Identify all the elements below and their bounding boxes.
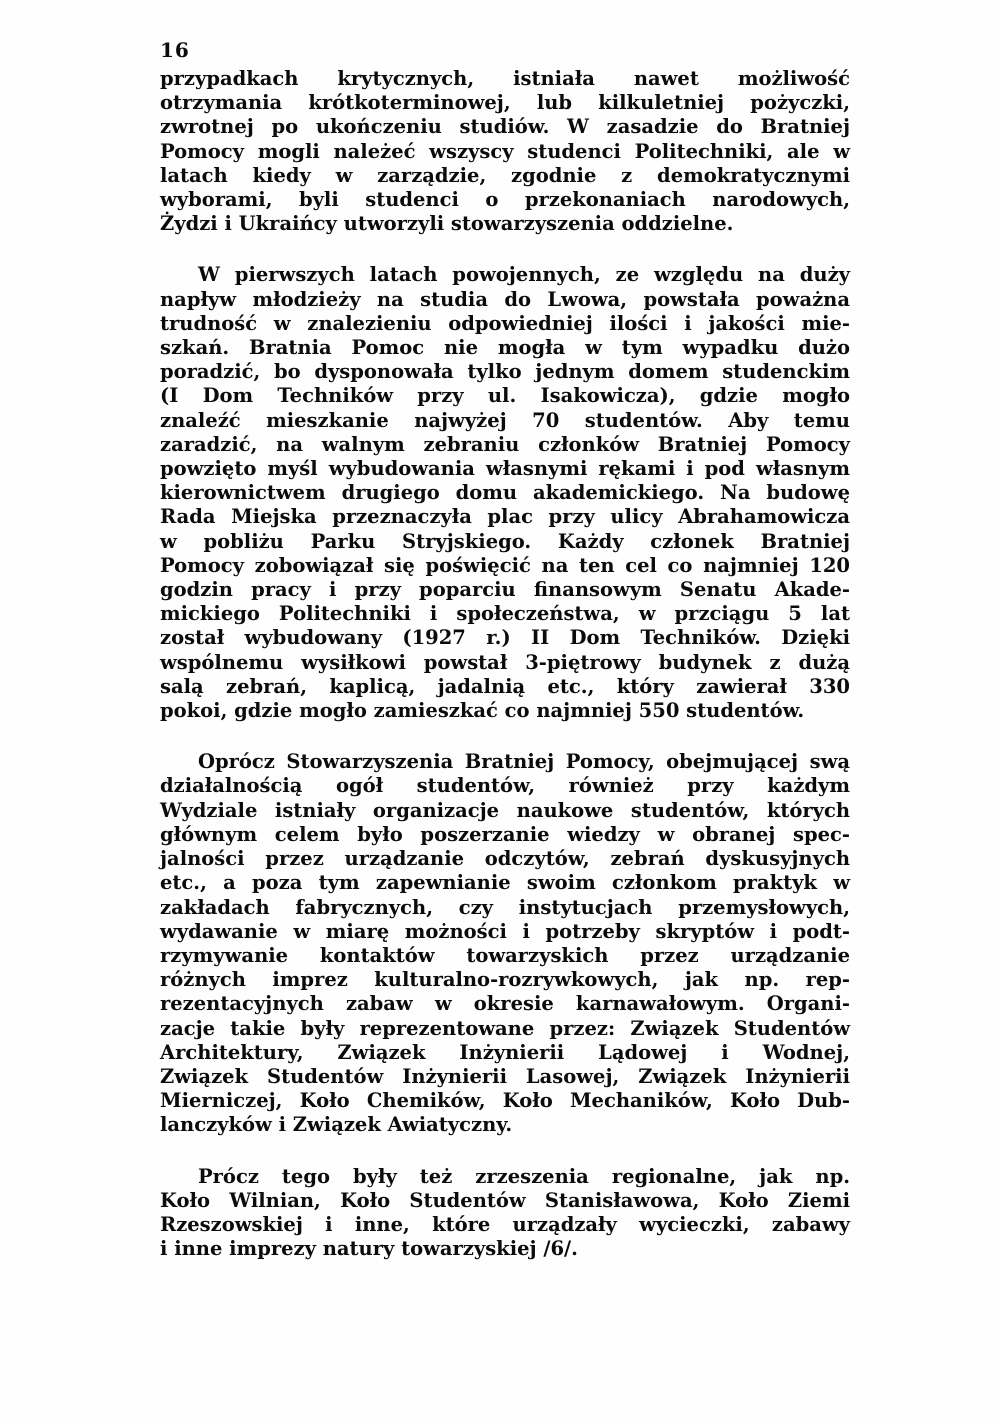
text-line: Rzeszowskiej i inne, które urządzały wycieczki, zabawy [160, 1212, 850, 1236]
paragraph-4 [160, 1165, 850, 1262]
text-line: wydawanie w miarę możności i potrzeby skryptów i podt- [160, 919, 850, 943]
text-line: Związek Studentów Inżynierii Lasowej, Związek Inżynierii [160, 1064, 850, 1088]
text-line: różnych imprez kulturalno-rozrywkowych, jak np. rep- [160, 968, 850, 992]
text-line: rzymywanie kontaktów towarzyskich przez urządzanie [160, 943, 850, 967]
text-line: znaleźć mieszkanie najwyżej 70 studentów. Aby temu [160, 408, 850, 432]
text-line: zacje takie były reprezentowane przez: Związek Studentów [160, 1016, 850, 1040]
text-line: przypadkach krytycznych, istniała nawet możliwość [160, 67, 850, 90]
text-line: Wydziale istniały organizacje naukowe studentów, których [160, 798, 850, 822]
text-line: trudność w znalezieniu odpowiedniej ilości i jakości mie- [160, 311, 850, 335]
text-line: wspólnemu wysiłkowi powstał 3-piętrowy budynek z dużą [160, 650, 850, 674]
text-line: latach kiedy w zarządzie, zgodnie z demokratycznymi [160, 163, 850, 187]
page-content [160, 38, 850, 1261]
text-line: poradzić, bo dysponowała tylko jednym domem studenckim [160, 360, 850, 384]
paragraph-3 [160, 750, 850, 1137]
text-line: zakładach fabrycznych, czy instytucjach przemysłowych, [160, 895, 850, 919]
text-line: Pomocy mogli należeć wszyscy studenci Politechniki, ale w [160, 139, 850, 163]
text-line: został wybudowany (1927 r.) II Dom Techników. Dzięki [160, 626, 850, 650]
text-line: jalności przez urządzanie odczytów, zebrań dyskusyjnych [160, 847, 850, 871]
text-line: powzięto myśl wybudowania własnymi rękami i pod własnym [160, 457, 850, 481]
text-line: Prócz tego były też zrzeszenia regionalne, jak np. [198, 1164, 850, 1188]
text-line: Mierniczej, Koło Chemików, Koło Mechaników, Koło Dub- [160, 1089, 850, 1113]
text-line: etc., a poza tym zapewnianie swoim członkom praktyk w [160, 871, 850, 895]
text-line: działalnością ogół studentów, również przy każdym [160, 774, 850, 798]
text-line: i inne imprezy natury towarzyskiej /6/. [160, 1237, 578, 1261]
paragraph-1 [160, 67, 850, 236]
text-line: mickiego Politechniki i społeczeństwa, w przciągu 5 lat [160, 602, 850, 626]
text-line: Pomocy zobowiązał się poświęcić na ten cel co najmniej 120 [160, 553, 850, 577]
page-number: 16 [160, 38, 190, 62]
text-line: w pobliżu Parku Stryjskiego. Każdy członek Bratniej [160, 529, 850, 553]
text-line: Rada Miejska przeznaczyła plac przy ulicy Abrahamowicza [160, 505, 850, 529]
paragraph-2 [160, 263, 850, 723]
text-line: lanczyków i Związek Awiatyczny. [160, 1113, 513, 1137]
text-line: (I Dom Techników przy ul. Isakowicza), gdzie mogło [160, 384, 850, 408]
text-line: Koło Wilnian, Koło Studentów Stanisławowa, Koło Ziemi [160, 1188, 850, 1212]
text-line: głównym celem było poszerzanie wiedzy w obranej spec- [160, 822, 850, 846]
text-line: godzin pracy i przy poparciu finansowym Senatu Akade- [160, 578, 850, 602]
text-line: rezentacyjnych zabaw w okresie karnawałowym. Organi- [160, 992, 850, 1016]
text-line: Architektury, Związek Inżynierii Lądowej i Wodnej, [160, 1040, 850, 1064]
text-line: Żydzi i Ukraińcy utworzyli stowarzyszenia oddzielne. [160, 212, 734, 236]
text-line: wyborami, byli studenci o przekonaniach narodowych, [160, 188, 850, 212]
text-line: szkań. Bratnia Pomoc nie mogła w tym wypadku dużo [160, 336, 850, 360]
text-line: kierownictwem drugiego domu akademickiego. Na budowę [160, 481, 850, 505]
text-line: W pierwszych latach powojennych, ze względu na duży [198, 263, 850, 287]
text-line: otrzymania krótkoterminowej, lub kilkuletniej pożyczki, [160, 91, 850, 115]
text-line: napływ młodzieży na studia do Lwowa, powstała poważna [160, 287, 850, 311]
text-line: Oprócz Stowarzyszenia Bratniej Pomocy, obejmującej swą [198, 750, 850, 774]
text-line: zwrotnej po ukończeniu studiów. W zasadzie do Bratniej [160, 115, 850, 139]
text-line: pokoi, gdzie mogło zamieszkać co najmniej 550 studentów. [160, 699, 805, 723]
text-line: salą zebrań, kaplicą, jadalnią etc., który zawierał 330 [160, 674, 850, 698]
text-line: zaradzić, na walnym zebraniu członków Bratniej Pomocy [160, 432, 850, 456]
